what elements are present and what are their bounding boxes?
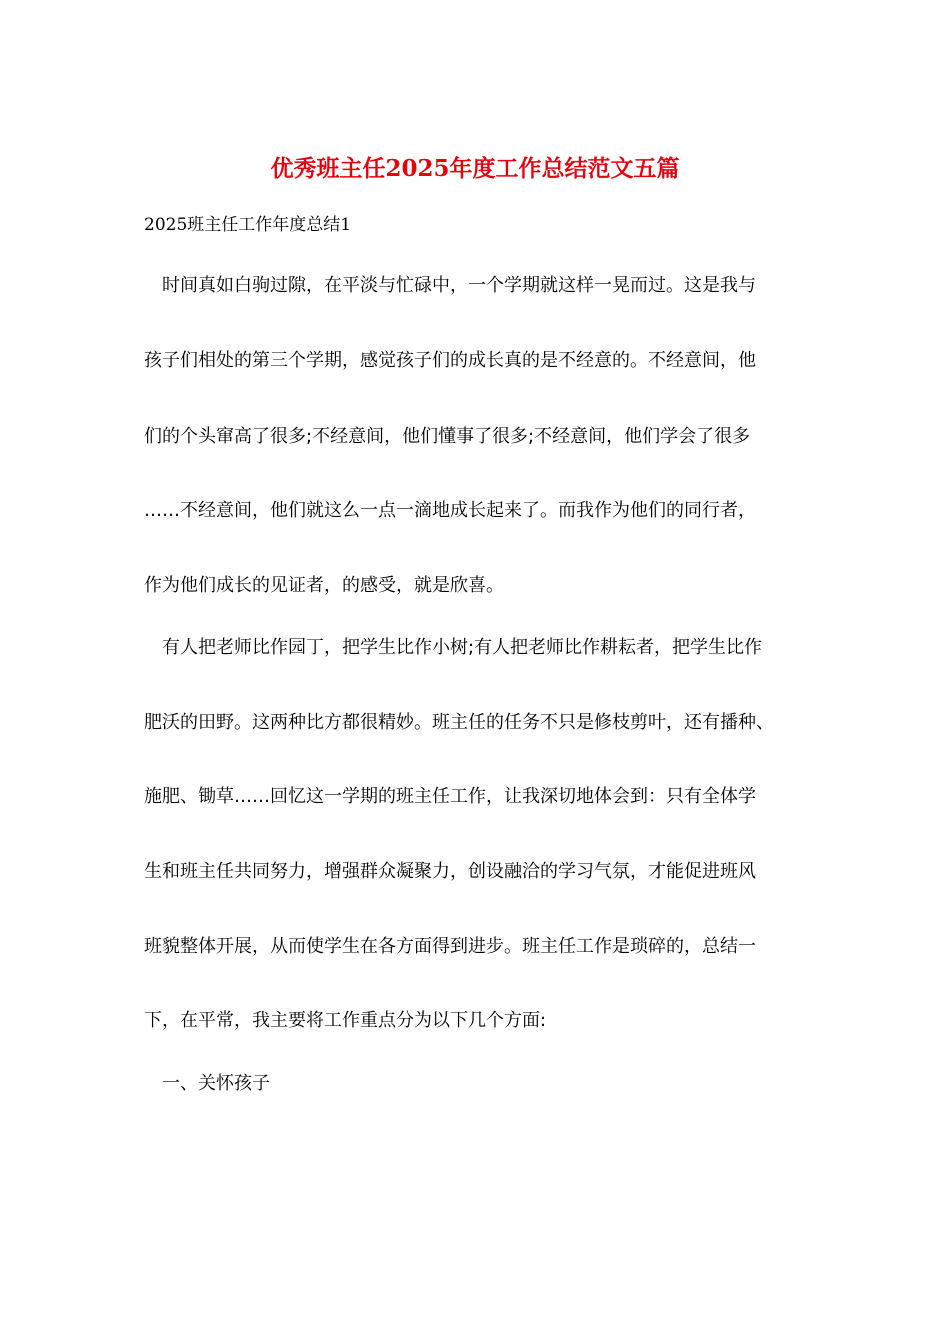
paragraph-line: 时间真如白驹过隙，在平淡与忙碌中，一个学期就这样一晃而过。这是我与 (162, 275, 756, 296)
document-title: 优秀班主任2025年度工作总结范文五篇 (270, 155, 680, 182)
paragraph-line: 肥沃的田野。这两种比方都很精妙。班主任的任务不只是修枝剪叶，还有播种、 (144, 712, 774, 733)
paragraph-line: 班貌整体开展，从而使学生在各方面得到进步。班主任工作是琐碎的，总结一 (144, 936, 756, 957)
paragraph-line: 下，在平常，我主要将工作重点分为以下几个方面: (144, 1010, 547, 1031)
paragraph-line: 作为他们成长的见证者，的感受，就是欣喜。 (144, 575, 504, 596)
section-heading: 2025班主任工作年度总结1 (144, 215, 352, 235)
section-heading-item: 一、关怀孩子 (162, 1073, 270, 1094)
paragraph-line: 生和班主任共同努力，增强群众凝聚力，创设融洽的学习气氛，才能促进班风 (144, 861, 756, 882)
paragraph-line: 们的个头窜高了很多;不经意间，他们懂事了很多;不经意间，他们学会了很多 (144, 426, 751, 447)
paragraph-line: 有人把老师比作园丁，把学生比作小树;有人把老师比作耕耘者，把学生比作 (162, 637, 763, 658)
paragraph-line: 孩子们相处的第三个学期，感觉孩子们的成长真的是不经意的。不经意间，他 (144, 350, 756, 371)
paragraph-line: 施肥、锄草……回忆这一学期的班主任工作，让我深切地体会到：只有全体学 (144, 786, 756, 807)
paragraph-line: ……不经意间，他们就这么一点一滴地成长起来了。而我作为他们的同行者， (144, 500, 756, 521)
